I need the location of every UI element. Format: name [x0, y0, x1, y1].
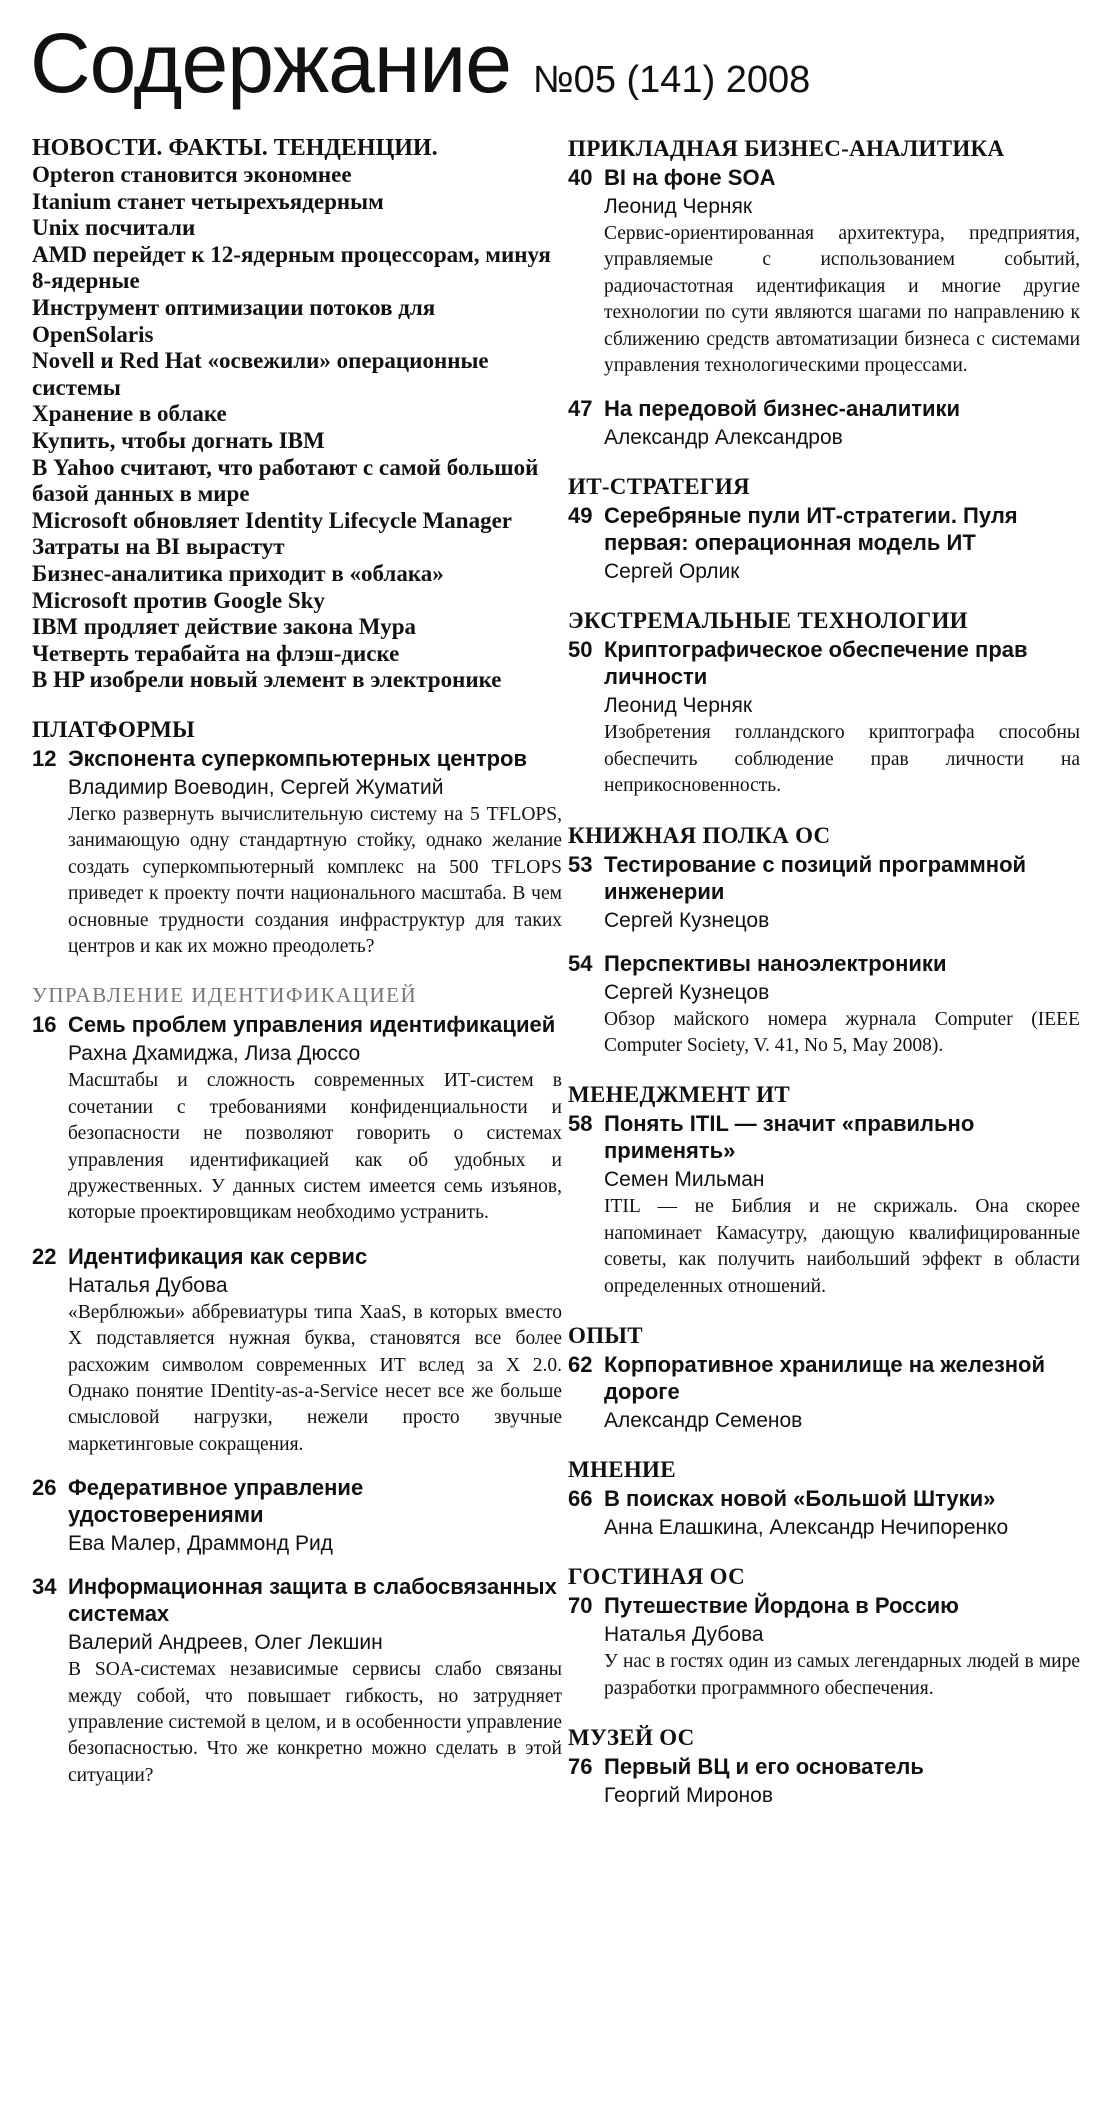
toc-article [568, 164, 1080, 379]
page-number: 12 [32, 745, 57, 771]
article-title: Перспективы наноэлектроники [604, 950, 947, 976]
page-number: 16 [32, 1012, 57, 1038]
toc-article [568, 851, 1080, 934]
toc-article [32, 745, 562, 960]
article-author: Сергей Кузнецов [604, 908, 770, 932]
article-author: Александр Семенов [604, 1409, 803, 1433]
news-item: В HP изобрели новый элемент в электронике [32, 667, 502, 693]
article-title: Экспонента суперкомпьютерных центров [68, 745, 527, 771]
toc-article [568, 1592, 1080, 1702]
article-title-row [568, 395, 1080, 422]
news-item: Microsoft против Google Sky [32, 587, 325, 613]
page-number: 34 [32, 1574, 57, 1600]
article-description: Обзор майского номера журнала Computer (IEEE Computer Society, V. 41, No 5, May 2008). [604, 1008, 1080, 1057]
page-number: 54 [568, 950, 593, 976]
section-heading: ПРИКЛАДНАЯ БИЗНЕС-АНАЛИТИКА [568, 136, 1005, 161]
toc-article [568, 1110, 1080, 1300]
article-title-row [568, 950, 1080, 977]
article-author: Ева Малер, Драммонд Рид [68, 1532, 333, 1556]
article-title: На передовой бизнес-аналитики [604, 396, 961, 422]
toc-article [568, 1351, 1080, 1434]
page-number: 22 [32, 1243, 57, 1269]
page-number: 66 [568, 1486, 593, 1512]
article-title-row [32, 1011, 562, 1038]
article-title-row [568, 1592, 1080, 1619]
article-title: Путешествие Йордона в Россию [604, 1593, 959, 1619]
page-number: 26 [32, 1475, 57, 1501]
article-title-row [568, 1351, 1080, 1405]
section-heading: ОПЫТ [568, 1323, 643, 1349]
news-item: Хранение в облаке [32, 401, 227, 427]
issue-number: №05 (141) 2008 [532, 59, 811, 101]
page-number: 76 [568, 1753, 593, 1779]
toc-article [568, 1485, 1080, 1541]
toc-section [568, 607, 1080, 799]
toc-section [32, 716, 562, 960]
news-item: Бизнес-аналитика приходит в «облака» [32, 560, 444, 586]
article-description: У нас в гостях один из самых легендарных людей в мире разработки программного обеспечения. [604, 1651, 1080, 1699]
article-author: Леонид Черняк [604, 694, 753, 718]
article-title: Семь проблем управления идентификацией [68, 1012, 556, 1038]
toc-article [32, 1474, 562, 1557]
right-column [568, 135, 1080, 1809]
article-author: Валерий Андреев, Олег Лекшин [68, 1631, 383, 1655]
toc-section [568, 822, 1080, 1060]
news-item: В Yahoo считают, что работают с самой большой базой данных в мире [32, 454, 539, 507]
article-author: Наталья Дубова [604, 1623, 764, 1647]
article-title: Корпоративное хранилище на железной дороге [604, 1352, 1046, 1405]
page-number: 70 [568, 1593, 593, 1619]
news-list [32, 162, 562, 694]
article-author: Георгий Миронов [604, 1783, 773, 1807]
page-number: 40 [568, 165, 593, 190]
news-item: Затраты на BI вырастут [32, 534, 285, 560]
section-heading: КНИЖНАЯ ПОЛКА ОС [568, 822, 831, 848]
page-header [30, 18, 810, 108]
page-number: 53 [568, 851, 593, 877]
article-author: Александр Александров [604, 426, 843, 450]
article-description: ITIL — не Библия и не скрижаль. Она скорее напоминает Камасутру, дающую квалифицированные советы, как получить наибольший эффект в области определенных отношений. [604, 1196, 1080, 1297]
article-title-row [568, 851, 1080, 905]
toc-section [32, 982, 562, 1789]
page-number: 62 [568, 1352, 593, 1378]
news-item: Itanium станет четырехъядерным [32, 188, 384, 214]
right-sections [568, 135, 1080, 1809]
toc-section [568, 1456, 1080, 1541]
page-number: 47 [568, 396, 593, 422]
news-item: Opteron становится экономнее [32, 162, 352, 187]
article-title-row [568, 164, 1080, 191]
article-title: BI на фоне SOA [604, 165, 776, 190]
section-heading: УПРАВЛЕНИЕ ИДЕНТИФИКАЦИЕЙ [32, 983, 418, 1008]
article-author: Наталья Дубова [68, 1273, 228, 1297]
news-item: Инструмент оптимизации потоков для OpenSolaris [32, 294, 436, 347]
article-title-row [32, 745, 562, 772]
article-title-row [568, 1485, 1080, 1512]
article-title-row [568, 1110, 1080, 1164]
toc-section [568, 135, 1080, 451]
article-author: Сергей Кузнецов [604, 980, 770, 1004]
article-title: Тестирование с позиций программной инженерии [604, 851, 1027, 904]
section-heading: МЕНЕДЖМЕНТ ИТ [568, 1082, 791, 1108]
toc-article [32, 1243, 562, 1458]
article-author: Анна Елашкина, Александр Нечипоренко [604, 1516, 1009, 1540]
toc-article [568, 636, 1080, 799]
article-title: Серебряные пули ИТ-стратегии. Пуля первая: операционная модель ИТ [604, 503, 1018, 556]
news-item: Четверть терабайта на флэш-диске [32, 640, 400, 666]
section-heading: МУЗЕЙ ОС [568, 1724, 695, 1750]
toc-section [568, 473, 1080, 585]
article-title: Понять ITIL — значит «правильно применять» [604, 1111, 975, 1164]
section-heading: ИТ-СТРАТЕГИЯ [568, 474, 750, 500]
article-description: Сервис-ориентированная архитектура, предприятия, управляемые с использованием событий, радиочастотная идентификация и многие другие технологии по сути являются шагами по направлению к сближению средств автоматизации бизнеса с системами управления технологическими процессами. [604, 223, 1080, 377]
news-item: IBM продляет действие закона Мура [32, 614, 416, 640]
toc-article [568, 950, 1080, 1060]
section-heading: ГОСТИНАЯ ОС [568, 1564, 746, 1590]
article-title: Федеративное управление удостоверениями [68, 1475, 364, 1528]
section-heading: ПЛАТФОРМЫ [32, 716, 195, 742]
toc-section [568, 1081, 1080, 1300]
article-description: В SOA-системах независимые сервисы слабо связаны между собой, что повышает гибкость, но затрудняет управление системой в целом, и в особенности управление безопасностью. Что же конкретно можно сделать в этой ситуации? [68, 1659, 562, 1786]
toc-section [568, 1563, 1080, 1702]
toc-article [568, 502, 1080, 585]
toc-article [568, 1753, 1080, 1809]
article-author: Сергей Орлик [604, 560, 740, 584]
article-author: Владимир Воеводин, Сергей Жуматий [68, 775, 444, 799]
toc-article [568, 395, 1080, 451]
article-description: Масштабы и сложность современных ИТ-систем в сочетании с требованиями конфиденциальности и безопасности не позволяют говорить о системах управления идентификацией как об удобных и дружественных. У данных систем имеется семь изъянов, которые проектировщикам необходимо устранить. [68, 1070, 562, 1224]
news-item: AMD перейдет к 12-ядерным процессорам, минуя 8-ядерные [32, 241, 551, 294]
article-author: Леонид Черняк [604, 195, 753, 218]
article-title-row [32, 1474, 562, 1528]
article-title: В поисках новой «Большой Штуки» [604, 1486, 996, 1512]
article-title: Криптографическое обеспечение прав личности [604, 637, 1028, 690]
article-title-row [568, 636, 1080, 690]
article-description: «Верблюжьи» аббревиатуры типа XaaS, в которых вместо X подставляется нужная буква, становятся все более расхожим символом современных ИТ вслед за X 2.0. Однако понятие IDentity-as-a-Service несет все же больше смысловой нагрузки, нежели просто звучные маркетинговые сокращения. [68, 1301, 562, 1455]
article-author: Рахна Дхамиджа, Лиза Дюссо [68, 1042, 361, 1066]
page-title: Содержание [30, 16, 511, 110]
article-title: Информационная защита в слабосвязанных системах [68, 1574, 557, 1627]
news-heading: НОВОСТИ. ФАКТЫ. ТЕНДЕНЦИИ. [32, 135, 438, 161]
article-description: Легко развернуть вычислительную систему на 5 TFLOPS, занимающую одну стандартную стойку, однако желание создать суперкомпьютерный комплекс на 500 TFLOPS приведет к проекту почти национального масштаба. В чем основные трудности создания инфраструктур для таких центров и как их можно преодолеть? [68, 803, 562, 957]
toc-section [568, 1322, 1080, 1434]
left-column [32, 135, 562, 1789]
page-number: 50 [568, 637, 593, 663]
page-number: 49 [568, 503, 593, 529]
toc-article [32, 1573, 562, 1789]
page-number: 58 [568, 1111, 593, 1137]
news-item: Unix посчитали [32, 215, 196, 241]
news-item: Novell и Red Hat «освежили» операционные системы [32, 348, 489, 400]
article-author: Семен Мильман [604, 1168, 765, 1192]
news-block [32, 135, 562, 694]
toc-section [568, 1724, 1080, 1809]
article-description: Изобретения голландского криптографа способны обеспечить соблюдение прав личности на неприкосновенность. [604, 722, 1080, 797]
article-title-row [32, 1243, 562, 1270]
toc-article [32, 1011, 562, 1226]
article-title: Идентификация как сервис [68, 1243, 368, 1269]
section-heading: МНЕНИЕ [568, 1457, 676, 1483]
article-title: Первый ВЦ и его основатель [604, 1753, 924, 1779]
left-sections [32, 716, 562, 1789]
news-item: Microsoft обновляет Identity Lifecycle Manager [32, 507, 513, 533]
article-title-row [568, 502, 1080, 556]
article-title-row [568, 1753, 1080, 1780]
section-heading: ЭКСТРЕМАЛЬНЫЕ ТЕХНОЛОГИИ [568, 608, 968, 634]
news-item: Купить, чтобы догнать IBM [32, 427, 325, 453]
article-title-row [32, 1573, 562, 1627]
